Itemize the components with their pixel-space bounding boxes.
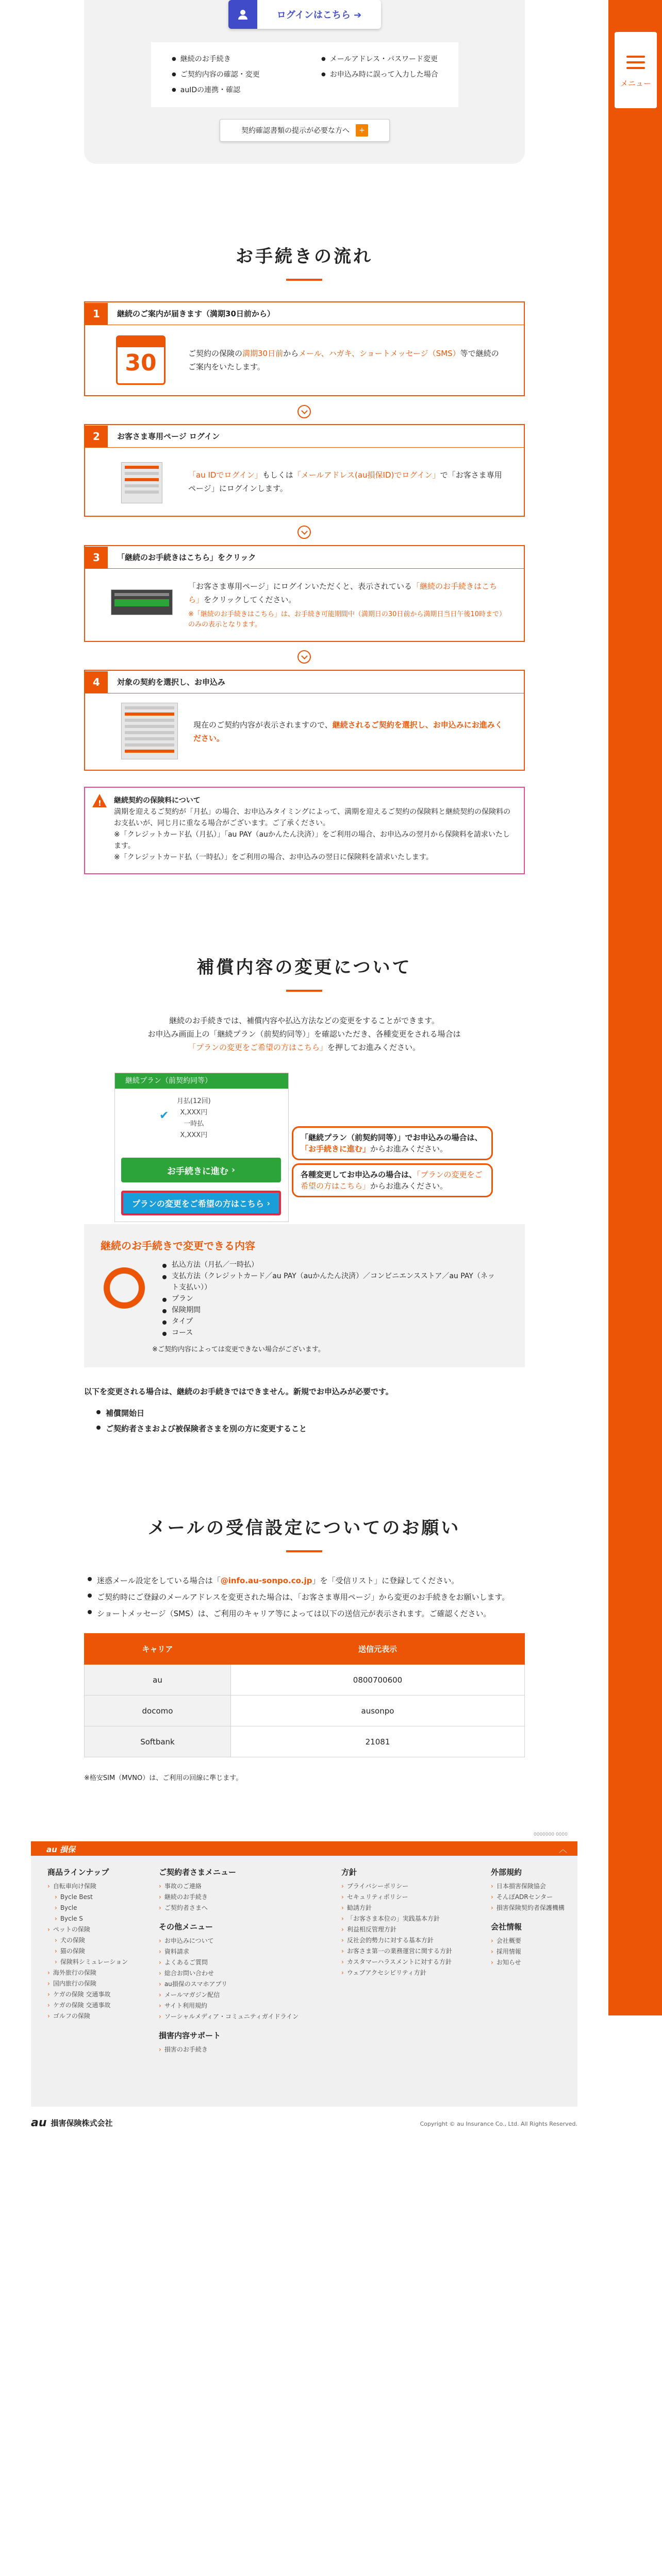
premium-warning — [84, 787, 525, 874]
calendar-icon: 30 — [116, 335, 166, 385]
login-button[interactable] — [228, 0, 381, 29]
footer-link[interactable]: › 損害のお手続き — [159, 2044, 329, 2055]
contract-docs-label: 契約確認書類の提示が必要な方へ — [241, 127, 350, 135]
table-row: Softbank 21081 — [85, 1726, 525, 1757]
plan-line: 月払(12回) — [177, 1097, 211, 1105]
footer-link[interactable]: › 保険料シミュレーション — [47, 1957, 151, 1968]
footer-link[interactable]: › ウェブアクセシビリティ方針 — [341, 1968, 491, 1978]
footer-link[interactable]: › 犬の保険 — [47, 1935, 151, 1946]
footer-link[interactable]: › Bycle Best — [47, 1892, 151, 1903]
footer-link[interactable]: › ソーシャルメディア・コミュニティガイドライン — [159, 2011, 329, 2022]
sender-table — [84, 1633, 525, 1757]
user-icon — [228, 0, 257, 29]
footer-link[interactable]: › 猫の保険 — [47, 1946, 151, 1957]
footer-link[interactable]: › 資料請求 — [159, 1946, 329, 1957]
step-title: 「継続のお手続きはこちら」をクリック — [117, 553, 256, 562]
footer-col-external — [491, 1867, 577, 1968]
apply-callout: 「継続プラン（前契約同等）」でお申込みの場合は、「お手続きに進む」からお進みください。 — [292, 1126, 493, 1160]
copyright: Copyright © au Insurance Co., Ltd. All Rights Reserved. — [420, 2121, 577, 2127]
footer-heading: 方針 — [341, 1868, 357, 1877]
footer-link[interactable]: › ケガの保険 交通事故 — [47, 2000, 151, 2011]
footer-link[interactable]: › au損保のスマホアプリ — [159, 1979, 329, 1990]
table-header: 送信元表示 — [231, 1634, 525, 1665]
footer-link[interactable]: › そんぽADRセンター — [491, 1892, 577, 1903]
page-code: 0000000 0000 — [534, 1832, 568, 1837]
footer-bar — [31, 1841, 577, 1856]
footer-link[interactable]: › お申込みについて — [159, 1936, 329, 1946]
footer-link[interactable]: › 日本損害保険協会 — [491, 1881, 577, 1892]
warning-title: 継続契約の保険料について — [114, 796, 201, 805]
footer-heading: 商品ラインナップ — [47, 1868, 109, 1877]
footer-link[interactable]: › Bycle — [47, 1903, 151, 1913]
plan-line: 一時払 — [184, 1120, 204, 1128]
changeable-title: 継続のお手続きで変更できる内容 — [101, 1240, 255, 1252]
footer-link[interactable]: › メールマガジン配信 — [159, 1990, 329, 2001]
check-icon: ✔ — [159, 1109, 169, 1122]
plan-header: 継続プラン（前契約同等） — [115, 1073, 288, 1089]
plus-icon: + — [356, 124, 368, 137]
au-logo-icon: au 損保 — [46, 1845, 76, 1854]
footer-link[interactable]: › お客さま第一の業務運営に関する方針 — [341, 1946, 491, 1957]
flow-step-2 — [84, 424, 525, 517]
footer-link[interactable]: › ペットの保険 — [47, 1924, 151, 1935]
footer-link[interactable]: › 反社会的勢力に対する基本方針 — [341, 1935, 491, 1946]
login-screen-image — [121, 462, 162, 503]
table-row: docomo ausonpo — [85, 1696, 525, 1726]
change-title: 補償内容の変更について — [0, 953, 608, 992]
footer-link[interactable]: › お知らせ — [491, 1957, 577, 1968]
footer-link[interactable]: › 自転車向け保険 — [47, 1881, 151, 1892]
footer-heading: 会社情報 — [491, 1922, 522, 1931]
step-number: 3 — [85, 547, 108, 568]
footer-link[interactable]: › ケガの保険 交通事故 — [47, 1989, 151, 2000]
plan-card — [114, 1073, 289, 1222]
mypage-screen-image — [111, 589, 173, 615]
footer-link[interactable]: › 「お客さま本位の」実践基本方針 — [341, 1913, 491, 1924]
footer-link[interactable]: › よくあるご質問 — [159, 1957, 329, 1968]
chevron-down-icon — [297, 650, 311, 664]
footer-link[interactable]: › 国内旅行の保険 — [47, 1978, 151, 1989]
change-intro: 継続のお手続きでは、補償内容や払込方法などの変更をすることができます。 お申込み画面上の「継続プラン（前契約同等）」を確認いただき、各種変更をされる場合は 「プランの変更をご希望の方はこちら」を押してお進みください。 — [147, 1016, 461, 1052]
circle-ok-icon — [104, 1267, 145, 1309]
footer-heading: 損害内容サポート — [159, 2031, 221, 2040]
chevron-right-icon: › — [231, 1165, 235, 1175]
company-name: 損害保険株式会社 — [51, 2119, 113, 2128]
step-number: 1 — [85, 303, 108, 325]
chevron-down-icon — [297, 405, 311, 418]
footer-heading: ご契約者さまメニュー — [159, 1868, 237, 1877]
feature-item: ● メールアドレス・パスワード変更 — [321, 52, 438, 67]
footer-link[interactable]: › 採用情報 — [491, 1946, 577, 1957]
footer-link[interactable]: › ご契約者さまへ — [159, 1903, 329, 1913]
step-note: ※「継続のお手続きはこちら」は、お手続き可能期間中（満期日の30日前から満期日当日午後10時まで）のみの表示となります。 — [188, 611, 503, 629]
changeable-item: 支払方法（クレジットカード／au PAY（auかんたん決済）／コンビニエンスストア／au PAY（ネット支払い）） — [161, 1270, 496, 1293]
apply-button[interactable]: お手続きに進む › — [121, 1158, 281, 1182]
warning-body: 満期を迎えるご契約が「月払」の場合、お申込みタイミングによって、満期を迎えるご契約の保険料と継続契約の保険料のお支払いが、同じ月に重なる場合がございます。ご了承ください。 — [114, 808, 511, 827]
contract-select-image — [121, 703, 178, 759]
footer-link[interactable]: › セキュリティポリシー — [341, 1892, 491, 1903]
new-contract-intro: 以下を変更される場合は、継続のお手続きではできません。新規でお申込みが必要です。 — [84, 1387, 393, 1396]
step-title: 継続のご案内が届きます（満期30日前から） — [117, 309, 275, 318]
step-text: 「お客さま専用ページ」にログインいただくと、表示されている「継続のお手続きはこちら」をクリックしてください。 — [188, 582, 497, 604]
footer-link[interactable]: › ゴルフの保険 — [47, 2011, 151, 2022]
sidebar-strip — [608, 0, 662, 2015]
footer-col-products — [47, 1867, 151, 2022]
menu-label: メニュー — [620, 78, 651, 88]
plan-line: X,XXX円 — [180, 1109, 208, 1116]
plan-line: X,XXX円 — [180, 1131, 208, 1139]
changeable-item: タイプ — [161, 1316, 496, 1327]
footer-heading: その他メニュー — [159, 1922, 213, 1931]
mail-item: ご契約時にご登録のメールアドレスを変更された場合は、「お客さま専用ページ」から変更のお手続きをお願いします。 — [87, 1589, 530, 1605]
arrow-right-icon: ➔ — [354, 10, 362, 21]
flow-step-1 — [84, 301, 525, 396]
flow-step-3 — [84, 545, 525, 642]
feature-item: ● auIDの連携・確認 — [172, 82, 260, 98]
footer-link[interactable]: › 勧誘方針 — [341, 1903, 491, 1913]
feature-item: ● 継続のお手続き — [172, 52, 260, 67]
changeable-box — [84, 1224, 525, 1367]
step-text: 現在のご契約内容が表示されますので、継続されるご契約を選択し、お申込みにお進みください。 — [193, 720, 503, 743]
footer-link[interactable]: › 会社概要 — [491, 1936, 577, 1946]
changeable-item: 保険期間 — [161, 1304, 496, 1316]
step-number: 2 — [85, 426, 108, 447]
chevron-down-icon — [297, 526, 311, 539]
step-text: 「au IDでログイン」もしくは「メールアドレス(au損保ID)でログイン」で「お客さま専用ページ」にログインします。 — [188, 470, 502, 493]
new-contract-item: ご契約者さまおよび被保険者さまを別の方に変更すること — [95, 1421, 307, 1436]
footer-link[interactable]: › 総合お問い合わせ — [159, 1968, 329, 1979]
warning-note: ※「クレジットカード払（月払）」「au PAY（auかんたん決済）」をご利用の場合、お申込みの翌月から保険料を請求いたします。 — [114, 831, 510, 850]
changeable-item: 払込方法（月払／一時払） — [161, 1259, 496, 1270]
menu-button[interactable] — [614, 31, 658, 109]
contract-docs-button[interactable] — [220, 119, 390, 142]
footer-link[interactable]: › サイト利用規約 — [159, 2001, 329, 2011]
company-logo — [31, 2116, 113, 2129]
warning-icon: ! — [92, 794, 107, 807]
step-number: 4 — [85, 671, 108, 693]
mail-item: ショートメッセージ（SMS）は、ご利用のキャリア等によっては以下の送信元が表示されます。ご確認ください。 — [87, 1605, 530, 1622]
step-title: 対象の契約を選択し、お申込み — [117, 677, 226, 687]
hamburger-icon — [626, 52, 645, 73]
changeable-note: ※ご契約内容によっては変更できない場合がございます。 — [152, 1346, 325, 1353]
feature-list-box — [151, 42, 458, 107]
page-top-icon[interactable]: ︿ — [558, 1844, 567, 1854]
footer-link[interactable]: › 事故のご連絡 — [159, 1881, 329, 1892]
footer-heading: 外部規約 — [491, 1868, 522, 1877]
footer-col-policies — [341, 1867, 491, 1978]
footer-link[interactable]: › カスタマーハラスメントに対する方針 — [341, 1957, 491, 1968]
footer-link[interactable]: › 利益相反管理方針 — [341, 1924, 491, 1935]
change-plan-button[interactable]: プランの変更をご希望の方はこちら › — [121, 1191, 281, 1215]
footer-link[interactable]: › Bycle S — [47, 1913, 151, 1924]
table-header: キャリア — [85, 1634, 231, 1665]
warning-note: ※「クレジットカード払（一時払）」をご利用の場合、お申込みの翌日に保険料を請求いたします。 — [114, 853, 433, 861]
footer-link[interactable]: › 損害保険契約者保護機構 — [491, 1903, 577, 1913]
new-contract-item: 補償開始日 — [95, 1405, 307, 1421]
step-title: お客さま専用ページ ログイン — [117, 432, 220, 441]
footer-link[interactable]: › 継続のお手続き — [159, 1892, 329, 1903]
footer-link[interactable]: › プライバシーポリシー — [341, 1881, 491, 1892]
login-button-label: ログインはこちら — [276, 10, 351, 21]
changeable-item: コース — [161, 1327, 496, 1338]
table-row: au 0800700600 — [85, 1665, 525, 1696]
footer-col-members — [159, 1867, 329, 2055]
mail-note: ※格安SIM（MVNO）は、ご利用の回線に準じます。 — [84, 1774, 243, 1782]
chevron-right-icon: › — [267, 1198, 271, 1208]
change-callout: 各種変更してお申込みの場合は、「プランの変更をご希望の方はこちら」からお進みください。 — [292, 1163, 493, 1197]
flow-step-4 — [84, 670, 525, 771]
changeable-item: プラン — [161, 1293, 496, 1304]
step-text: ご契約の保険の満期30日前からメール、ハガキ、ショートメッセージ（SMS）等で継続のご案内をいたします。 — [188, 349, 499, 371]
feature-item: ● お申込み時に誤って入力した場合 — [321, 67, 438, 82]
au-logo-icon: au — [31, 2116, 47, 2129]
feature-item: ● ご契約内容の確認・変更 — [172, 67, 260, 82]
flow-title: お手続きの流れ — [0, 242, 608, 281]
mail-title: メールの受信設定についてのお願い — [0, 1514, 608, 1552]
footer-link[interactable]: › 海外旅行の保険 — [47, 1968, 151, 1978]
mail-item: 迷惑メール設定をしている場合は「@info.au-sonpo.co.jp」を「受信リスト」に登録してください。 — [87, 1572, 530, 1589]
